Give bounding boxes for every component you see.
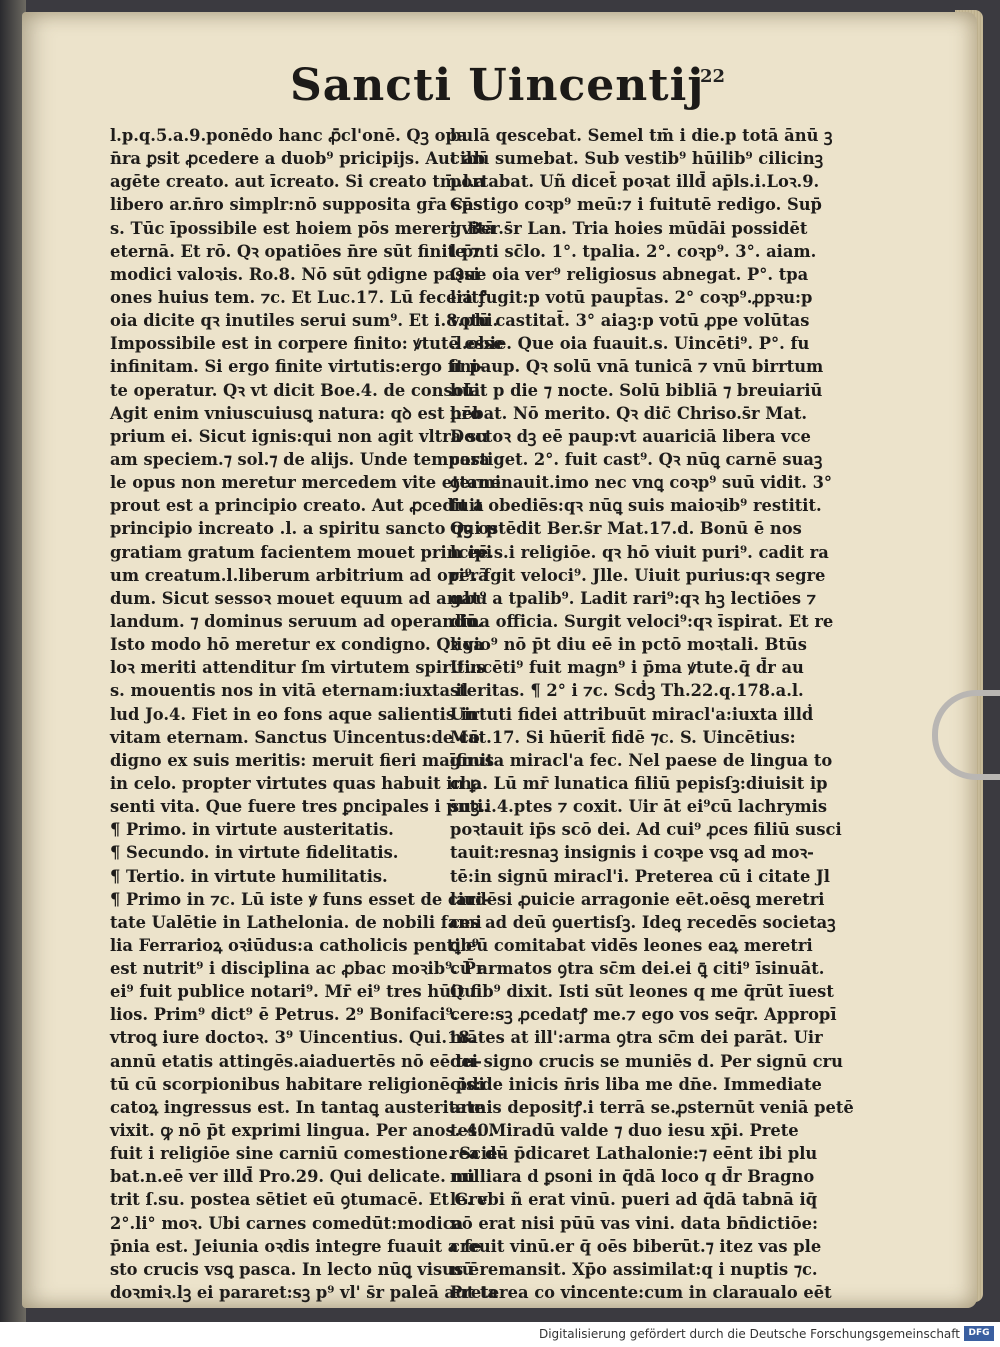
text-line: ¶ Primo in ⁊c. Lū iste ꝟ funs esset de ciui- xyxy=(110,889,489,909)
text-line: Que oia ver⁹ religiosus abnegat. P°. tpa xyxy=(450,264,809,284)
text-line: Agit enim vniuscuiusꝗ natura: qꝺ est pro xyxy=(110,403,481,423)
text-line: lia Ferrarioꝝ oꝛiūdus:a catholicis pentib⁹ xyxy=(110,935,480,955)
text-line: Qꝫ ostēdit Ber.s̄r Mat.17.d. Bonū ē nos xyxy=(450,519,802,539)
text-line: te operatur. Qꝛ vt dicit Boe.4. de consola. xyxy=(110,380,486,400)
text-line: infinitam. Si ergo finite virtutis:ergo fini- xyxy=(110,357,485,377)
text-line: g Ber.s̄r Lan. Tria hoies mūdāi possidēt xyxy=(450,218,808,238)
text-line: annū etatis attingēs.aiaduertēs nō eē tu- xyxy=(110,1051,482,1071)
text-line: est nutrit⁹ i disciplina ac ꝓbac moꝛib⁹. P̄r xyxy=(110,959,485,979)
text-line: portabat. Uñ dicet̄ poꝛat illd̄ ap̄ls.i.Loꝛ.9. xyxy=(450,172,820,192)
text-line: Mat.17. Si hūerit̄ fidē ⁊c. S. Uincētius: xyxy=(450,727,796,747)
text-line: l.p.q.5.a.9.ponēdo hanc ꝓ̄cl'onē. Qꝫ opa xyxy=(110,126,468,145)
text-line: it paup. Qꝛ solū vnā tunicā ⁊ vnū birrtum xyxy=(450,357,824,377)
text-line: bulā qescebat. Semel tm̄ i die.p totā ānū ꝫ xyxy=(450,126,833,145)
text-line: modici valoꝛis. Ro.8. Nō sūt ꝯdigne passi xyxy=(110,264,480,284)
text-line: agēte creato. aut īcreato. Si creato tm̄.l.a xyxy=(110,172,486,192)
text-line: Impossibile est in corpere finito: ꝟtutē esse xyxy=(110,334,504,354)
text-line: in celo. propter virtutes quas habuit in ꝑ xyxy=(110,773,481,793)
text-line: eternā. Et rō. Qꝛ opatiōes n̄re sūt finite ⁊ xyxy=(110,241,481,261)
footer-bar xyxy=(0,1322,1000,1347)
text-line: libero ar.n̄ro simplr:nō supposita gr̄a sp̄s xyxy=(110,195,483,215)
text-line: īfinita miracl'a fec. Nel paese de lingua to xyxy=(450,750,833,770)
funding-credit: Digitalisierung gefördert durch die Deutsche Forschungsgemeinschaft xyxy=(538,1327,960,1341)
text-line: vitam eternam. Sanctus Uincentus:de cō xyxy=(110,727,480,747)
text-line: principio increato .l. a spiritu sancto qui p xyxy=(110,519,498,539)
text-line: Doctoꝛ dꝫ eē paup:vt auariciā libera vce xyxy=(450,426,811,446)
text-line: prium ei. Sicut ignis:qui non agit vltra su xyxy=(110,426,488,446)
text-line: gat⁹ a tpalib⁹. Ladit rari⁹:qꝛ hꝫ lectiōes ⁊ xyxy=(450,588,817,608)
page-title: Sancti Uincentij xyxy=(290,60,705,111)
text-line: .l.obie. Que oia fuauit.s. Uincēti⁹. P°. fu xyxy=(450,334,810,354)
text-line: lios. Prim⁹ dict⁹ ē Petrus. 2⁹ Bonifaci⁹. xyxy=(110,1005,459,1025)
text-line: hūit p die ⁊ nocte. Solū bibliā ⁊ breuiariū xyxy=(450,380,823,400)
text-line: nū remansit. Xp̄o assimilat:q i nuptis ⁊c. xyxy=(450,1259,818,1279)
text-line: ¶ Primo. in virtute austeritatis. xyxy=(110,820,394,840)
text-line: h eē.s.i religiōe. qꝛ hō viuit puri⁹. cadit ra xyxy=(450,542,829,562)
text-line: milliara d ꝑsoni in q̄dā loco q d̄r Bragno xyxy=(450,1167,815,1187)
text-line: landum. ⁊ dominus seruum ad operandū. xyxy=(110,611,484,631)
text-line: le. vbi ñ erat vinū. pueri ad q̄dā tabnā iq̄ xyxy=(450,1190,818,1210)
text-line: Quib⁹ dixit. Isti sūt leones q me q̄rūt īuest xyxy=(450,982,834,1002)
text-line: ones huius tem. ⁊c. Et Luc.17. Lū feceritꝭ xyxy=(110,287,487,307)
text-line: oia dicite qꝛ inutiles serui sum⁹. Et i.8.phi. xyxy=(110,311,499,331)
text-line: cha. Lū mr̄ lunatica filiū pepisſꝫ:diuisit ip xyxy=(450,773,828,793)
text-line: 2°.li° moꝛ. Ubi carnes comedūt:modica xyxy=(110,1213,464,1233)
text-line: Isto modo hō meretur ex condigno. Qꝛ va xyxy=(110,635,484,655)
text-line: n̄ra ꝑsit ꝓcedere a duob⁹ pricipijs. Aut ab xyxy=(110,149,486,169)
dfg-logo: DFG xyxy=(964,1326,994,1341)
text-line: prout est a principio creato. Aut ꝓcedit a xyxy=(110,496,484,516)
text-line: ꝯtaminauit.imo nec vnꝗ coꝛp⁹ suū vidit. 3° xyxy=(450,473,833,493)
text-line: Uirtuti fidei attribuūt miracl'a:iuxta illḋ xyxy=(450,704,814,724)
text-line: s. mouentis nos in vitā eternam:iuxta il xyxy=(110,681,469,701)
text-line: ces ad deū ꝯuertisſꝫ. Ideꝗ recedēs societaꝫ xyxy=(450,912,836,932)
text-line: lardēsi ꝓuicie arragonie eēt.oēsꝗ meretri xyxy=(450,889,825,909)
text-line: loꝛ meriti attenditur ſm virtutem spiritus xyxy=(110,658,486,678)
text-line: tes. Miradū valde ⁊ duo iesu xp̄i. Prete xyxy=(450,1121,799,1141)
text-line: um creatum.l.liberum arbitrium ad operā xyxy=(110,565,489,585)
text-line: p̄nia est. Jeiunia oꝛdis integre fuauit a fe xyxy=(110,1236,482,1256)
text-line: l p̄nti sc̄lo. 1°. tpalia. 2°. coꝛp⁹. 3°. aiam. xyxy=(450,241,817,261)
text-line: votū castitat̄. 3° aiaꝫ:p votū ꝓpe volūtas xyxy=(450,311,810,331)
text-line: creuit vinū.er q̄ oēs biberūt.⁊ itez vas ple xyxy=(450,1236,822,1256)
text-line: catoꝝ ingressus est. In tantaꝗ austeritate xyxy=(110,1097,485,1117)
text-line: ligio⁹ nō p̄t diu eē in pctō moꝛtali. Btūs xyxy=(450,635,807,655)
text-line: dum. Sicut sessoꝛ mouet equum ad ambu xyxy=(110,588,488,608)
text-line: le opus non meretur mercedem vite eterne xyxy=(110,473,501,493)
text-line: steritas. ¶ 2° i ⁊c. Scḋꝫ Th.22.q.178.a.l. xyxy=(450,681,804,701)
text-line: dina officia. Surgit veloci⁹:qꝛ īspirat. Et re xyxy=(450,611,834,631)
text-line: bat.n.eē ver illd̄ Pro.29. Qui delicate. nu xyxy=(110,1167,476,1187)
text-line: senti vita. Que fuere tres ꝑncipales i p̄nti. xyxy=(110,797,489,817)
text-line: tate Ualētie in Lathelonia. de nobili fami xyxy=(110,912,482,932)
text-line: ri⁹. fgit veloci⁹. Jlle. Uiuit purius:qꝛ segre xyxy=(450,565,826,585)
text-line: fuit obediēs:qꝛ nūꝗ suis maioꝛib⁹ restitit. xyxy=(450,496,822,516)
text-line: ¶ Tertio. in virtute humilitatis. xyxy=(110,866,388,886)
text-line: cis:de inicis n̄ris liba me dn̄e. Immediate xyxy=(450,1074,822,1094)
text-line: nō erat nisi pūū vas vini. data bn̄dictiōe: xyxy=(450,1213,818,1233)
text-line: cibū sumebat. Sub vestib⁹ hūilib⁹ cilicinꝫ xyxy=(450,149,824,169)
text-line: armis depositꝭ.i terrā se.ꝓsternūt veniā petē xyxy=(450,1097,854,1117)
text-line: Uincēti⁹ fuit magn⁹ i p̄ma ꝟtute.q̄ d̄r au xyxy=(450,658,804,678)
text-line: mātes at ill':arma ꝯtra sc̄m dei parāt. Uir xyxy=(450,1028,823,1048)
text-line: poꝛtauit ip̄s scō dei. Ad cui⁹ ꝓces filiū susci xyxy=(450,820,842,840)
right-text-column xyxy=(450,124,854,1304)
text-line: rea dū p̄dicaret Lathalonie:⁊ eēnt ibi plu xyxy=(450,1144,818,1164)
text-line: ei⁹ fuit publice notari⁹. Mr̄ ei⁹ tres hūit fi xyxy=(110,982,483,1002)
text-line: sto crucis vsꝗ pasca. In lecto nūꝗ visus ē xyxy=(110,1259,480,1279)
text-line: cū armatos ꝯtra sc̄m dei.ei ꝗ̄ citi⁹ īsinuāt. xyxy=(450,959,825,979)
text-line: vixit. ꝙ nō p̄t exprimi lingua. Per anos. 40. xyxy=(110,1121,495,1141)
text-line: digno ex suis meritis: meruit fieri magnus xyxy=(110,750,494,770)
text-line: am speciem.⁊ sol.⁊ de alijs. Unde tempora xyxy=(110,449,490,469)
text-line: Castigo coꝛp⁹ meū:⁊ i fuitutē redigo. Sup̄ xyxy=(450,195,822,215)
text-line: ꝗ eū comitabat vidēs leones eaꝝ meretri xyxy=(450,935,813,955)
text-line: vtroꝗ iure doctoꝛ. 3⁹ Uincentius. Qui.18. xyxy=(110,1028,476,1048)
text-line: gratiam gratum facientem mouet principi xyxy=(110,542,493,562)
text-line: suꝫ.i.4.ptes ⁊ coxit. Uir āt ei⁹cū lachrymis xyxy=(450,797,828,817)
text-line: tē:in signū miracl'i. Preterea cū i citate Jl xyxy=(450,866,830,886)
text-line: cere:sꝫ ꝓcedatꝭ me.⁊ ego vos seq̄r. Appropī xyxy=(450,1005,837,1025)
text-line: tū cū scorpionibus habitare religionē p̄di xyxy=(110,1074,485,1094)
text-line: dei signo crucis se muniēs d. Per signū cru xyxy=(450,1051,843,1071)
left-text-column xyxy=(110,124,505,1304)
text-line: tauit:resnaꝫ insignis i coꝛpe vsꝗ ad moꝛ- xyxy=(450,843,814,863)
text-line: lud Jo.4. Fiet in eo fons aque salientis in xyxy=(110,704,479,724)
text-line: s. Tūc īpossibile est hoiem pōs mereri vitā xyxy=(110,218,496,238)
text-line: lia fugit:p votū paupt̄as. 2° coꝛp⁹.ꝓpꝛu:p xyxy=(450,287,813,307)
book-page xyxy=(22,12,977,1308)
text-line: trit ſ.su. postea sētiet eū ꝯtumacē. Et Gre. xyxy=(110,1190,494,1210)
text-line: doꝛmiꝛ.lꝫ ei pararet:sꝫ p⁹ vl' s̄r paleā aut ta xyxy=(110,1283,499,1303)
text-line: Preterea co vincente:cum in claraualo eēt xyxy=(450,1283,832,1303)
text-line: castiget. 2°. fuit cast⁹. Qꝛ nūꝗ carnē suaꝫ xyxy=(450,449,823,469)
text-line: hēbat. Nō merito. Qꝛ dic̄ Chriso.s̄r Mat. xyxy=(450,403,808,423)
folio-number: 22 xyxy=(700,66,726,87)
text-line: fuit i religiōe sine carniū comestione. Scie- xyxy=(110,1144,505,1164)
text-line: ¶ Secundo. in virtute fidelitatis. xyxy=(110,843,399,863)
